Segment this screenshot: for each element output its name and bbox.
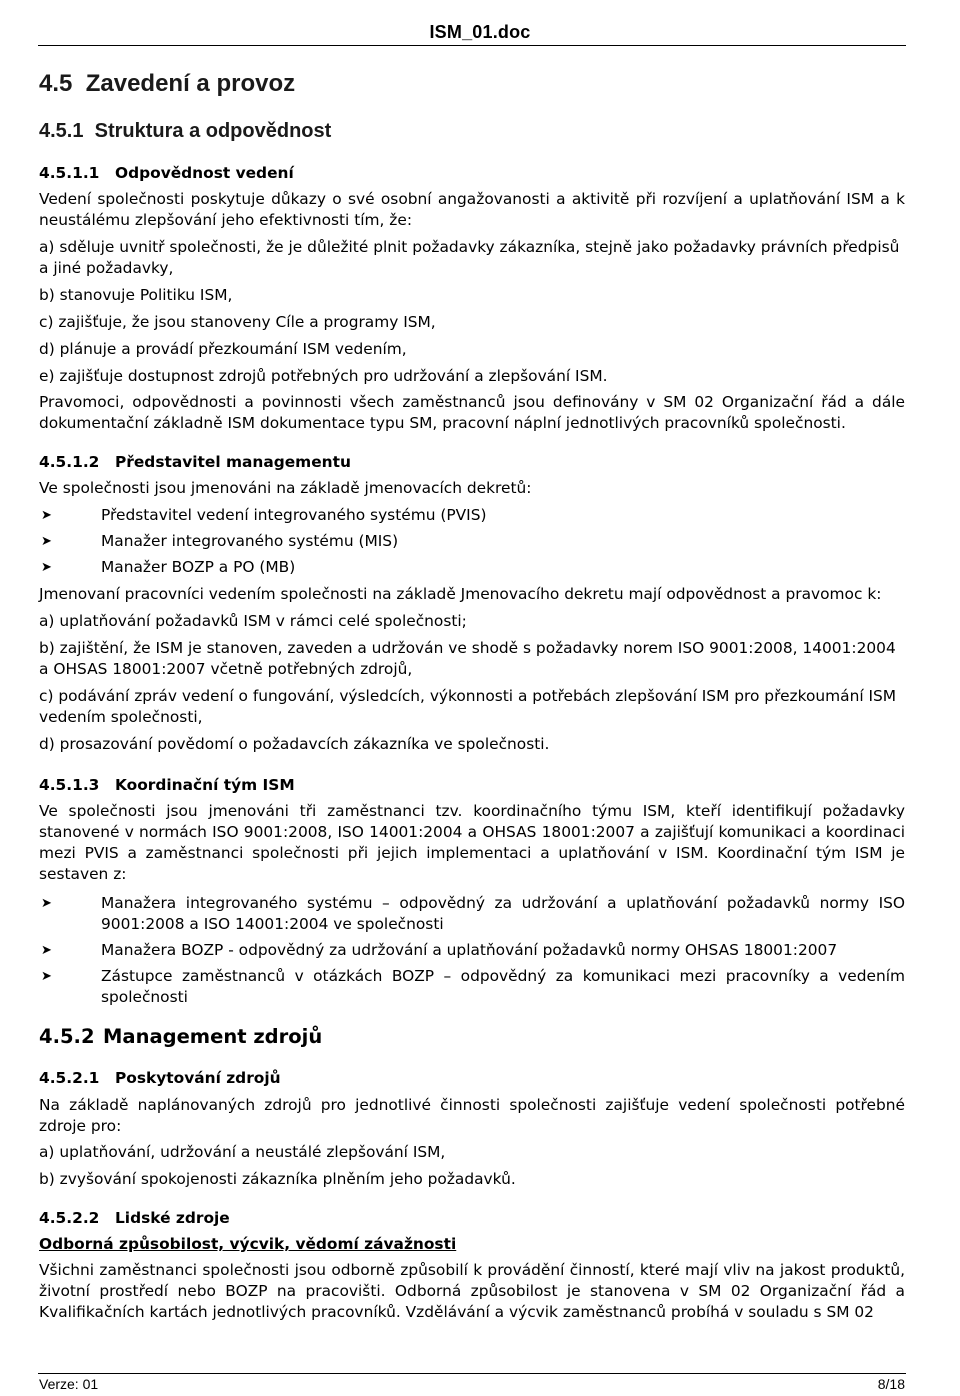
heading-4-5-1-2-number: 4.5.1.2 bbox=[39, 453, 100, 471]
heading-4-5-1 bbox=[39, 120, 331, 143]
list-item: ➤ Manažera BOZP - odpovědný za udržování a uplatňování požadavků normy OHSAS 18001:2007 bbox=[41, 941, 838, 959]
footer-page-number: 8/18 bbox=[877, 1376, 905, 1392]
list-item-c: c) podávání zpráv vedení o fungování, výsledcích, výkonnosti a potřebách zlepšování ISM pro přezkoumání ISM vedením společnosti, bbox=[39, 687, 897, 726]
arrow-bullet-icon: ➤ bbox=[41, 969, 52, 984]
heading-4-5-1-1-number: 4.5.1.1 bbox=[39, 164, 100, 182]
arrow-bullet-icon: ➤ bbox=[41, 508, 52, 523]
list-item-c: c) zajišťuje, že jsou stanoveny Cíle a programy ISM, bbox=[39, 313, 436, 331]
list-item: ➤ Manažer BOZP a PO (MB) bbox=[41, 558, 296, 576]
heading-4-5-2-1 bbox=[39, 1068, 905, 1089]
heading-4-5-2-1-number: 4.5.2.1 bbox=[39, 1069, 100, 1087]
heading-4-5-1-2-title: Představitel managementu bbox=[115, 453, 351, 471]
heading-4-5-1-title: Struktura a odpovědnost bbox=[94, 120, 332, 142]
list-item: ➤ Představitel vedení integrovaného systému (PVIS) bbox=[41, 506, 487, 524]
arrow-bullet-icon: ➤ bbox=[41, 560, 52, 575]
list-item-a: a) uplatňování požadavků ISM v rámci celé společnosti; bbox=[39, 612, 467, 630]
heading-4-5-1-1 bbox=[39, 163, 905, 184]
heading-4-5-number: 4.5 bbox=[39, 70, 73, 97]
paragraph-intro-4-5-1-1: Vedení společnosti poskytuje důkazy o své osobní angažovanosti a aktivitě při rozvíjení a uplatňování ISM a k neustálému zlepšování jeho efektivnosti tím, že: bbox=[39, 190, 905, 229]
heading-4-5-1-number: 4.5.1 bbox=[39, 120, 84, 142]
heading-4-5-2-1-title: Poskytování zdrojů bbox=[115, 1069, 281, 1087]
paragraph-lead-4-5-1-2: Jmenovaní pracovníci vedením společnosti na základě Jmenovacího dekretu mají odpovědnost a pravomoc k: bbox=[39, 585, 882, 603]
list-item-b: b) zajištění, že ISM je stanoven, zaveden a udržován ve shodě s požadavky norem ISO 9001:2008, 14001:2004 a OHSAS 18001:2007 včetně potřebných zdrojů, bbox=[39, 639, 896, 678]
list-item-a: a) uplatňování, udržování a neustálé zlepšování ISM, bbox=[39, 1143, 446, 1161]
bullet-list-4-5-1-2 bbox=[39, 505, 905, 578]
list-item-e: e) zajišťuje dostupnost zdrojů potřebných pro udržování a zlepšování ISM. bbox=[39, 367, 608, 385]
heading-4-5-1-2 bbox=[39, 452, 905, 473]
list-item: ➤ Manažera integrovaného systému – odpovědný za udržování a uplatňování požadavků normy ISO 9001:2008 a ISO 14001:2004 ve společnosti bbox=[41, 894, 905, 933]
footer-version: Verze: 01 bbox=[39, 1376, 99, 1392]
paragraph-closing-4-5-1-1: Pravomoci, odpovědnosti a povinnosti všech zaměstnanců jsou definovány v SM 02 Organizační řád a dále dokumentační základně ISM dokumentace typu SM, pracovní náplní jednotlivých pracovníků společnosti. bbox=[39, 393, 905, 432]
bullet-list-4-5-1-3 bbox=[39, 893, 905, 1008]
list-item: ➤ Zástupce zaměstnanců v otázkách BOZP – odpovědný za komunikaci mezi pracovníky a vedením společnosti bbox=[41, 967, 905, 1006]
list-item-a: a) sděluje uvnitř společnosti, že je důležité plnit požadavky zákazníka, stejně jako požadavky právních předpisů a jiné požadavky, bbox=[39, 238, 900, 277]
arrow-bullet-icon: ➤ bbox=[41, 896, 52, 911]
list-item-b: b) zvyšování spokojenosti zákazníka plněním jeho požadavků. bbox=[39, 1170, 516, 1188]
subheading-competence: Odborná způsobilost, výcvik, vědomí závažnosti bbox=[39, 1235, 457, 1253]
paragraph-intro-4-5-2-1: Na základě naplánovaných zdrojů pro jednotlivé činnosti společnosti zajišťuje vedení společnosti potřebné zdroje pro: bbox=[39, 1096, 905, 1135]
document-body bbox=[39, 163, 905, 1323]
heading-4-5-2 bbox=[39, 1024, 905, 1050]
heading-4-5-2-number: 4.5.2 bbox=[39, 1025, 95, 1048]
header-filename: ISM_01.doc bbox=[429, 22, 531, 42]
heading-4-5-1-3-number: 4.5.1.3 bbox=[39, 776, 100, 794]
heading-4-5-1-1-title: Odpovědnost vedení bbox=[115, 164, 294, 182]
footer-rule bbox=[38, 1373, 906, 1374]
list-item: ➤ Manažer integrovaného systému (MIS) bbox=[41, 532, 399, 550]
paragraph-intro-4-5-1-3: Ve společnosti jsou jmenováni tři zaměstnanci tzv. koordinačního týmu ISM, kteří identifikují požadavky stanovené v normách ISO 9001:2008, ISO 14001:2004 a OHSAS 18001:2007 a zajišťují komunikaci a koordinaci mezi PVIS a zaměstnanci společnosti při jejich implementaci a uplatňování v ISM. Koordinační tým ISM je sestaven z: bbox=[39, 802, 905, 883]
paragraph-intro-4-5-1-2: Ve společnosti jsou jmenováni na základě jmenovacích dekretů: bbox=[39, 479, 532, 497]
list-item-d: d) plánuje a provádí přezkoumání ISM vedením, bbox=[39, 340, 407, 358]
paragraph-human-resources: Všichni zaměstnanci společnosti jsou odborně způsobilí k provádění činností, které mají vliv na jakost produktů, životní prostředí nebo BOZP na pracovišti. Odborná způsobilost je stanovena v SM 02 Organizační řád a Kvalifikačních kartách jednotlivých pracovníků. Vzdělávání a výcvik zaměstnanců probíhá v souladu s SM 02 bbox=[39, 1261, 905, 1321]
heading-4-5-2-2-title: Lidské zdroje bbox=[115, 1209, 230, 1227]
heading-4-5-2-2-number: 4.5.2.2 bbox=[39, 1209, 100, 1227]
list-item-b: b) stanovuje Politiku ISM, bbox=[39, 286, 233, 304]
heading-4-5-1-3-title: Koordinační tým ISM bbox=[115, 776, 295, 794]
heading-4-5-title: Zavedení a provoz bbox=[85, 70, 296, 97]
heading-4-5 bbox=[39, 70, 295, 98]
list-item-d: d) prosazování povědomí o požadavcích zákazníka ve společnosti. bbox=[39, 735, 550, 753]
heading-4-5-2-2 bbox=[39, 1208, 905, 1229]
arrow-bullet-icon: ➤ bbox=[41, 534, 52, 549]
heading-4-5-2-title: Management zdrojů bbox=[103, 1025, 323, 1048]
header-rule bbox=[38, 45, 906, 46]
heading-4-5-1-3 bbox=[39, 775, 905, 796]
arrow-bullet-icon: ➤ bbox=[41, 943, 52, 958]
